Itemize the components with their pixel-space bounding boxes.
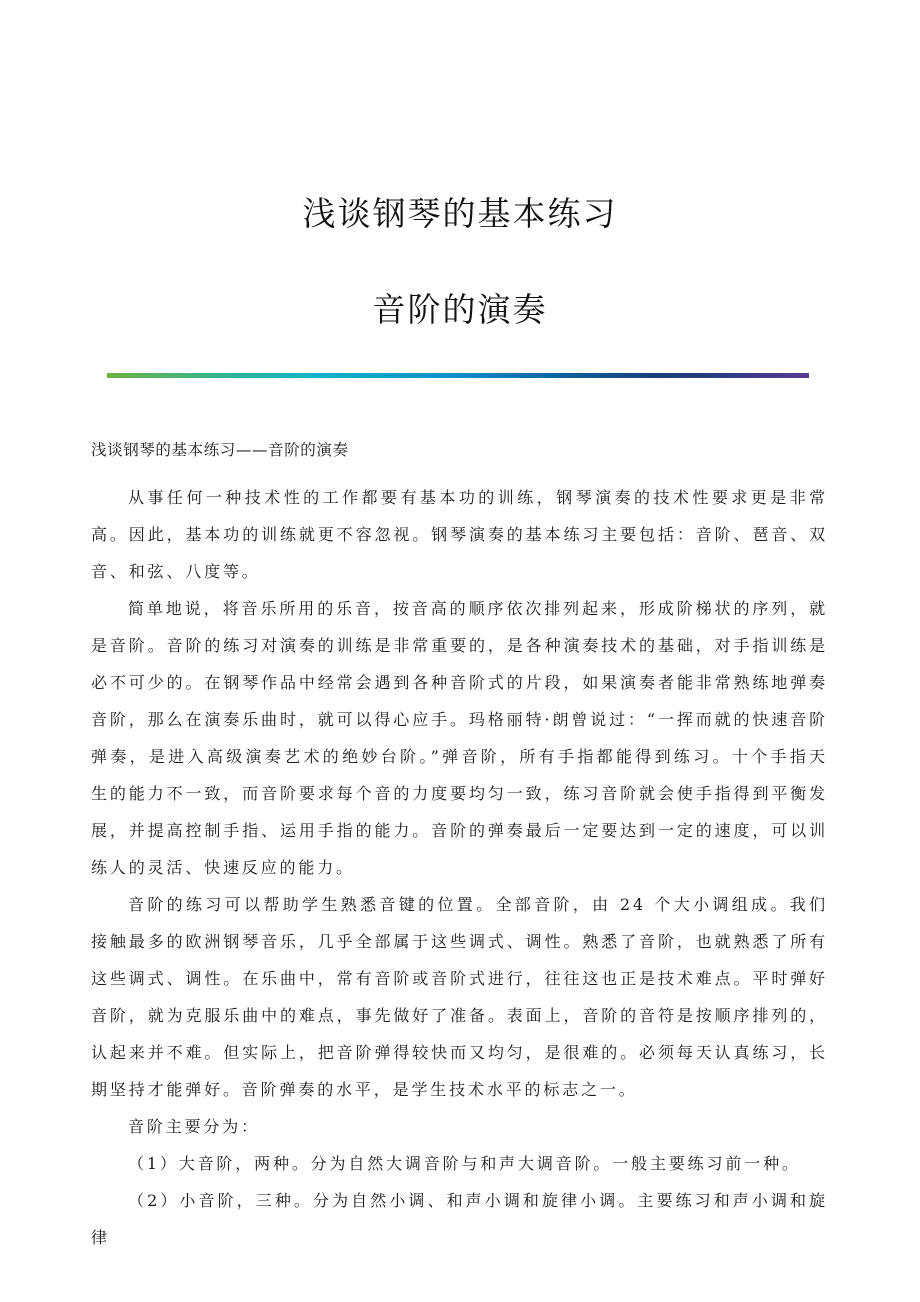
- article-subtitle: 浅谈钢琴的基本练习——音阶的演奏: [91, 441, 349, 459]
- list-item-1: （1）大音阶，两种。分为自然大调音阶与和声大调音阶。一般主要练习前一种。: [128, 1154, 801, 1173]
- document-title: 浅谈钢琴的基本练习: [302, 194, 618, 233]
- document-body: [91, 437, 828, 1256]
- list-item-2: （2）小音阶，三种。分为自然小调、和声小调和旋律小调。主要练习和声小调和旋律: [91, 1191, 828, 1247]
- document-subtitle-heading: 音阶的演奏: [372, 290, 548, 329]
- gradient-divider: [107, 373, 809, 378]
- list-heading: 音阶主要分为：: [128, 1117, 260, 1136]
- paragraph-1: 从事任何一种技术性的工作都要有基本功的训练，钢琴演奏的技术性要求更是非常高。因此，基本功的训练就更不容忽视。钢琴演奏的基本练习主要包括：音阶、琶音、双音、和弦、八度等。: [91, 488, 828, 581]
- paragraph-3: 音阶的练习可以帮助学生熟悉音键的位置。全部音阶，由 24 个大小调组成。我们接触最多的欧洲钢琴音乐，几乎全部属于这些调式、调性。熟悉了音阶，也就熟悉了所有这些调式、调性。在乐曲中，常有音阶或音阶式进行，往往这也正是技术难点。平时弹好音阶，就为克服乐曲中的难点，事先做好了准备。表面上，音阶的音符是按顺序排列的，认起来并不难。但实际上，把音阶弹得较快而又均匀，是很难的。必须每天认真练习，长期坚持才能弹好。音阶弹奏的水平，是学生技术水平的标志之一。: [91, 895, 828, 1099]
- paragraph-2: 简单地说，将音乐所用的乐音，按音高的顺序依次排列起来，形成阶梯状的序列，就是音阶。音阶的练习对演奏的训练是非常重要的，是各种演奏技术的基础，对手指训练是必不可少的。在钢琴作品中经常会遇到各种音阶式的片段，如果演奏者能非常熟练地弹奏音阶，那么在演奏乐曲时，就可以得心应手。玛格丽特·朗曾说过：“一挥而就的快速音阶弹奏，是进入高级演奏艺术的绝妙台阶。”弹音阶，所有手指都能得到练习。十个手指天生的能力不一致，而音阶要求每个音的力度要均匀一致，练习音阶就会使手指得到平衡发展，并提高控制手指、运用手指的能力。音阶的弹奏最后一定要达到一定的速度，可以训练人的灵活、快速反应的能力。: [91, 599, 828, 877]
